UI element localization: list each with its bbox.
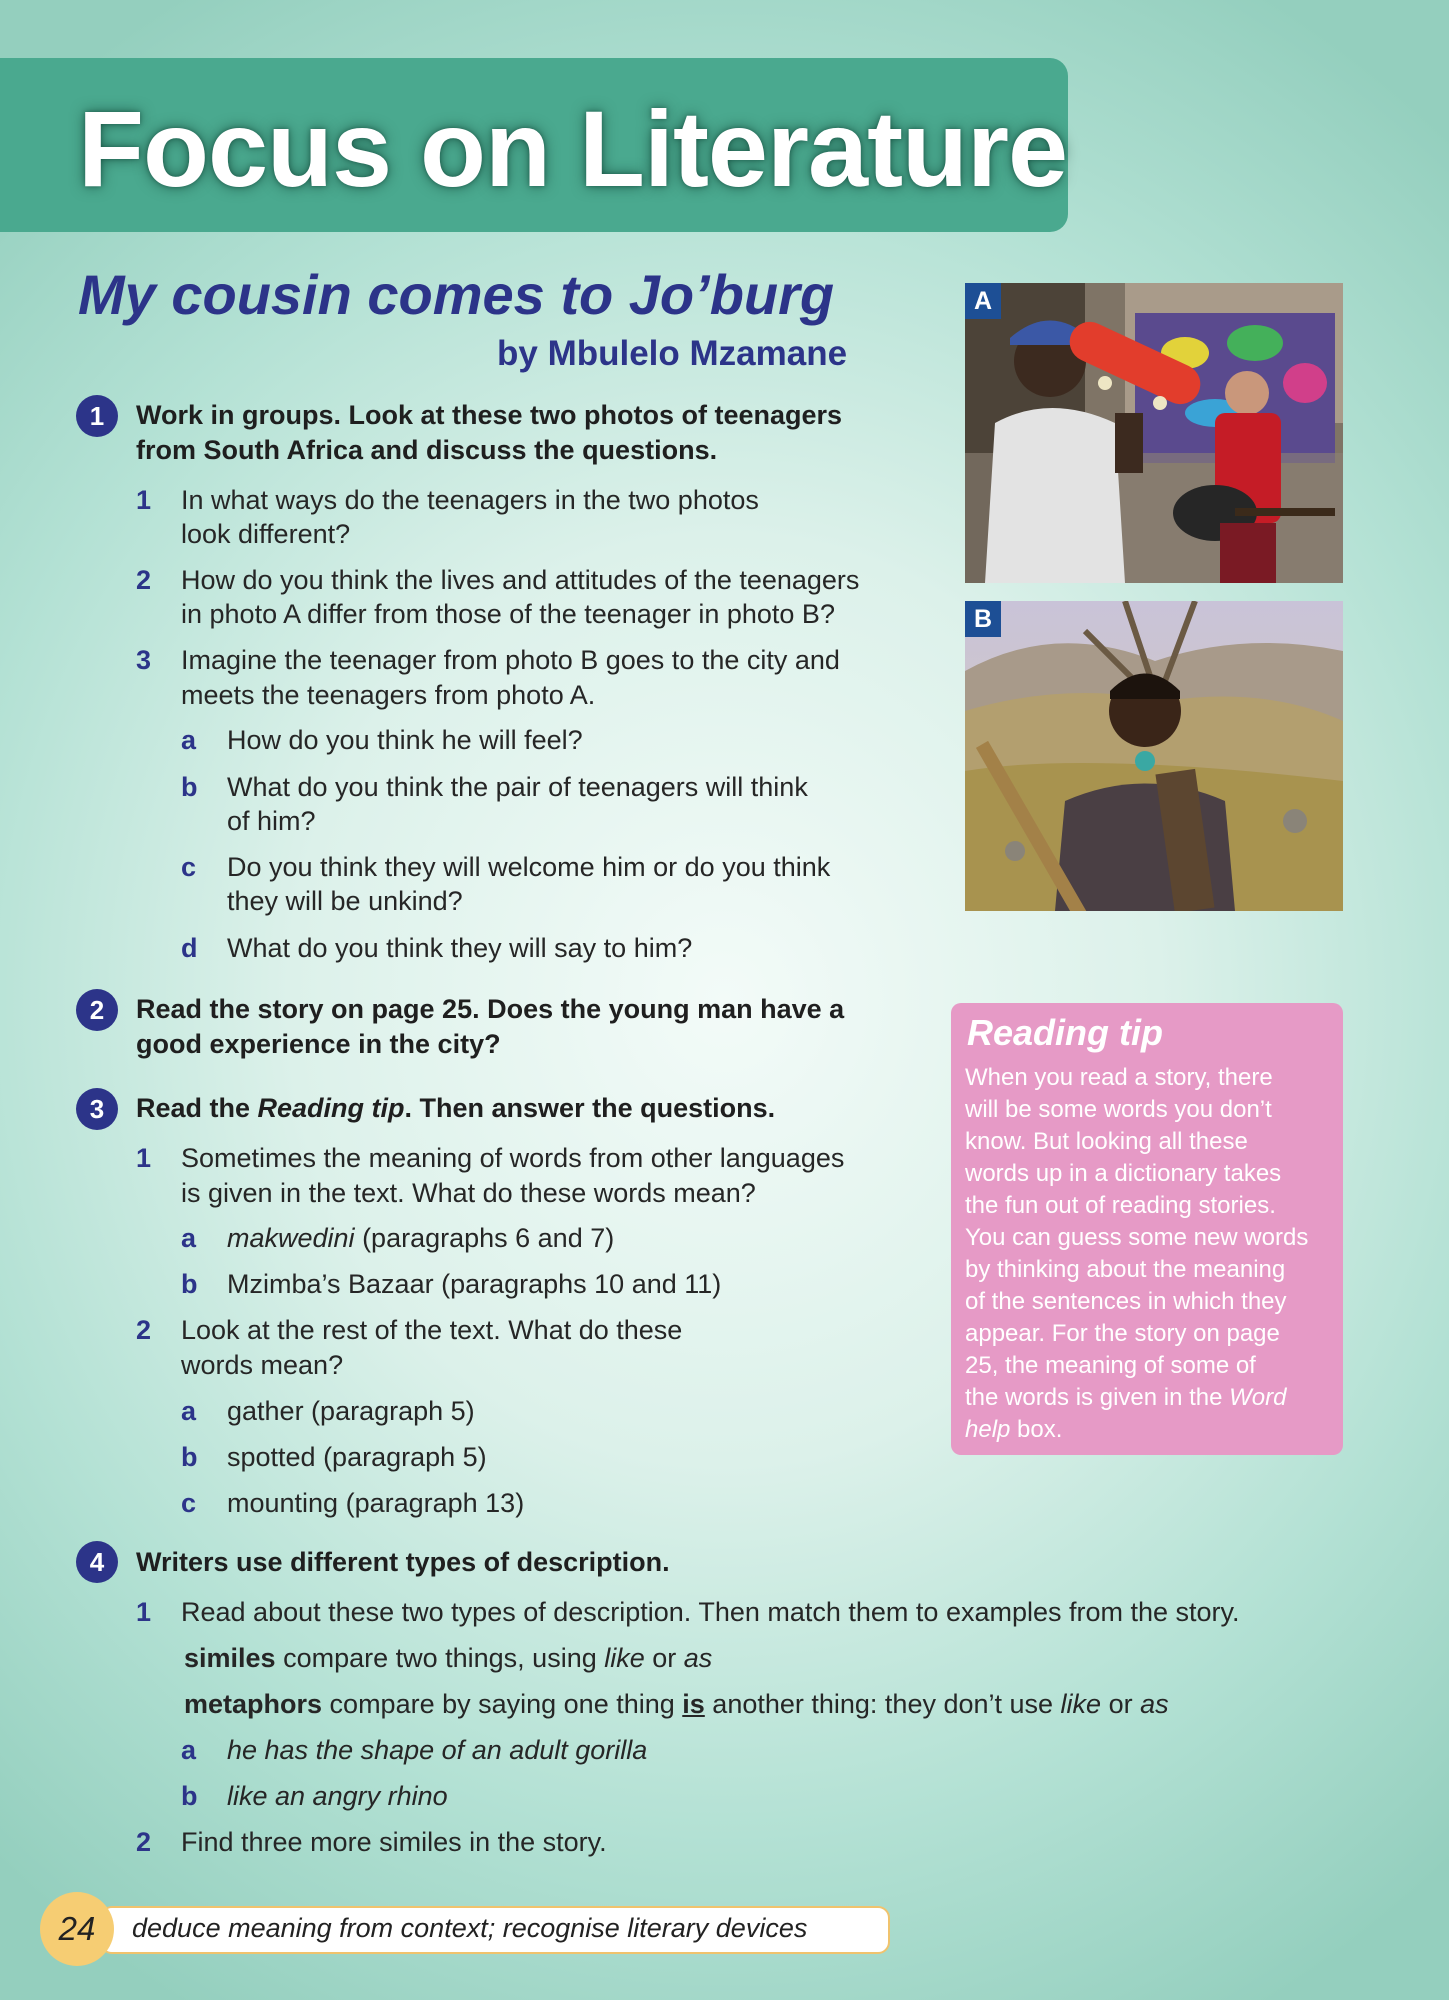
q3-2b-letter: b <box>181 1442 198 1472</box>
q3-sub-1-line-2: is given in the text. What do these words mean? <box>181 1178 756 1208</box>
similes-definition <box>184 1641 712 1676</box>
reading-tip-body <box>965 1062 1335 1446</box>
tip-line-11-pre: the words is given in the <box>965 1384 1230 1411</box>
metaphors-definition <box>184 1687 1169 1722</box>
tip-line <box>965 1414 1335 1446</box>
q3-2c-letter: c <box>181 1488 197 1518</box>
tip-line: When you read a story, there <box>965 1064 1273 1091</box>
metaphors-as: as <box>1140 1689 1169 1719</box>
q1-3c-letter: c <box>181 852 197 882</box>
q1-sub-1-line-1: In what ways do the teenagers in the two photos <box>181 485 759 515</box>
footer-objectives: deduce meaning from context; recognise literary devices <box>132 1913 808 1943</box>
tip-line: the fun out of reading stories. <box>965 1192 1276 1219</box>
q4-sub-2-text: Find three more similes in the story. <box>181 1827 607 1857</box>
q4-1a-letter: a <box>181 1735 197 1765</box>
tip-line-12-post: box. <box>1010 1416 1063 1443</box>
page-title: Focus on Literature <box>78 88 1068 209</box>
story-title: My cousin comes to Jo’burg <box>78 263 835 326</box>
q3-sub-2-number: 2 <box>136 1315 152 1345</box>
q4-1a-italic: he has the shape of an adult gorilla <box>227 1735 648 1765</box>
q3-sub-2-line-2: words mean? <box>181 1350 344 1380</box>
tip-line: know. But looking all these <box>965 1128 1248 1155</box>
q1-sub-2-number: 2 <box>136 565 152 595</box>
q3-1b-letter: b <box>181 1269 198 1299</box>
question-4-number: 4 <box>76 1541 118 1583</box>
q3-2a-letter: a <box>181 1396 197 1426</box>
photo-b-label: B <box>965 601 1001 637</box>
page-number: 24 <box>58 1910 96 1947</box>
q3-sub-2-line-1: Look at the rest of the text. What do these <box>181 1315 683 1345</box>
metaphors-like: like <box>1060 1689 1102 1719</box>
q1-3b-line-2: of him? <box>227 806 316 836</box>
similes-term: similes <box>184 1643 276 1673</box>
reading-tip-title: Reading tip <box>967 1012 1163 1053</box>
q3-1a-letter: a <box>181 1223 197 1253</box>
similes-mid: compare two things, using <box>275 1643 605 1673</box>
metaphors-mid2: another thing: they don’t use <box>704 1689 1061 1719</box>
q3-1a-text <box>227 1221 614 1256</box>
question-2-line-1: Read the story on page 25. Does the young man have a <box>136 994 845 1024</box>
metaphors-mid: compare by saying one thing <box>322 1689 683 1719</box>
q3-2b-text: spotted (paragraph 5) <box>227 1442 487 1472</box>
q1-sub-1-number: 1 <box>136 485 152 515</box>
q1-3c-line-1: Do you think they will welcome him or do you think <box>227 852 831 882</box>
q3-1a-rest: (paragraphs 6 and 7) <box>354 1223 615 1253</box>
similes-as: as <box>683 1643 713 1673</box>
photo-a-illustration <box>965 283 1343 583</box>
q4-1b-letter: b <box>181 1781 198 1811</box>
q3-sub-1-number: 1 <box>136 1143 152 1173</box>
tip-line: of the sentences in which they <box>965 1288 1287 1315</box>
photo-b <box>965 601 1343 911</box>
q4-1b-italic: like an angry rhino <box>227 1781 448 1811</box>
question-3-number: 3 <box>76 1088 118 1130</box>
q1-3d-letter: d <box>181 933 198 963</box>
question-2-number: 2 <box>76 989 118 1031</box>
tip-line: will be some words you don’t <box>965 1096 1272 1123</box>
q4-sub-1-text: Read about these two types of description. Then match them to examples from the story. <box>181 1597 1240 1627</box>
tip-line: 25, the meaning of some of <box>965 1352 1256 1379</box>
q3-sub-1-line-1: Sometimes the meaning of words from other languages <box>181 1143 845 1173</box>
q1-sub-3-line-2: meets the teenagers from photo A. <box>181 680 596 710</box>
tip-line <box>965 1382 1335 1414</box>
q1-3b-letter: b <box>181 772 198 802</box>
q3-1b-text: Mzimba’s Bazaar (paragraphs 10 and 11) <box>227 1269 722 1299</box>
q3-text-reading-tip: Reading tip <box>257 1093 405 1123</box>
q4-1b-text <box>227 1779 448 1814</box>
q1-3a-letter: a <box>181 725 197 755</box>
q1-sub-1-line-2: look different? <box>181 519 351 549</box>
photo-a-label: A <box>965 283 1001 319</box>
q1-sub-3-line-1: Imagine the teenager from photo B goes to the city and <box>181 645 840 675</box>
q1-3d-text: What do you think they will say to him? <box>227 933 693 963</box>
tip-word-italic: Word <box>1229 1384 1287 1411</box>
photo-a <box>965 283 1343 583</box>
question-4-text: Writers use different types of description. <box>136 1547 670 1577</box>
metaphors-is: is <box>682 1689 705 1719</box>
q4-sub-2-number: 2 <box>136 1827 152 1857</box>
metaphors-or: or <box>1101 1689 1141 1719</box>
q1-sub-2-line-2: in photo A differ from those of the teenager in photo B? <box>181 599 835 629</box>
question-1-text-line-1: Work in groups. Look at these two photos of teenagers <box>136 400 843 430</box>
q3-text-pre: Read the <box>136 1093 258 1123</box>
q3-text-post: . Then answer the questions. <box>404 1093 776 1123</box>
tip-help-italic: help <box>965 1416 1011 1443</box>
similes-or: or <box>644 1643 684 1673</box>
question-1-number: 1 <box>76 395 118 437</box>
metaphors-term: metaphors <box>184 1689 323 1719</box>
story-author: by Mbulelo Mzamane <box>497 334 848 373</box>
q1-3a-text: How do you think he will feel? <box>227 725 583 755</box>
q1-sub-3-number: 3 <box>136 645 152 675</box>
q1-3c-line-2: they will be unkind? <box>227 886 463 916</box>
q4-1a-text <box>227 1733 647 1768</box>
q1-3b-line-1: What do you think the pair of teenagers will think <box>227 772 808 802</box>
similes-like: like <box>604 1643 645 1673</box>
tip-line: You can guess some new words <box>965 1224 1309 1251</box>
q3-1a-word: makwedini <box>227 1223 355 1253</box>
tip-line: words up in a dictionary takes <box>965 1160 1282 1187</box>
q3-2c-text: mounting (paragraph 13) <box>227 1488 525 1518</box>
question-2-line-2: good experience in the city? <box>136 1029 501 1059</box>
question-1-text-line-2: from South Africa and discuss the questions. <box>136 435 718 465</box>
q4-sub-1-number: 1 <box>136 1597 152 1627</box>
q1-sub-2-line-1: How do you think the lives and attitudes of the teenagers <box>181 565 860 595</box>
tip-line: by thinking about the meaning <box>965 1256 1286 1283</box>
question-3-text <box>136 1091 775 1126</box>
photo-b-illustration <box>965 601 1343 911</box>
tip-line: appear. For the story on page <box>965 1320 1280 1347</box>
q3-2a-text: gather (paragraph 5) <box>227 1396 475 1426</box>
